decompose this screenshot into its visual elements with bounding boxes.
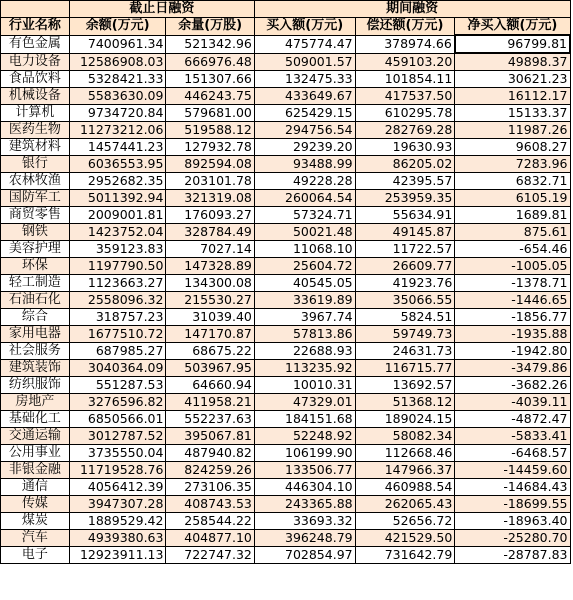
table-body <box>1 1 571 564</box>
net-buy-cell: -25280.70 <box>455 530 570 547</box>
repay-amount-cell: 19630.93 <box>355 139 455 156</box>
industry-name-cell: 食品饮料 <box>1 71 70 88</box>
industry-name-cell: 传媒 <box>1 496 70 513</box>
table-row <box>1 530 571 547</box>
volume-cell: 258544.22 <box>166 513 254 530</box>
net-buy-cell: -1378.71 <box>455 275 570 292</box>
buy-amount-cell: 3967.74 <box>254 309 355 326</box>
net-buy-cell: -1942.80 <box>455 343 570 360</box>
table-row <box>1 88 571 105</box>
volume-cell: 519588.12 <box>166 122 254 139</box>
volume-cell: 824259.26 <box>166 462 254 479</box>
buy-amount-cell: 475774.47 <box>254 35 355 53</box>
industry-name-cell: 国防军工 <box>1 190 70 207</box>
volume-cell: 395067.81 <box>166 428 254 445</box>
column-header-repay: 偿还额(万元) <box>355 18 455 36</box>
table-row <box>1 394 571 411</box>
table-row <box>1 258 571 275</box>
net-buy-cell: -4039.11 <box>455 394 570 411</box>
net-buy-cell: -3479.86 <box>455 360 570 377</box>
net-buy-cell: -1935.88 <box>455 326 570 343</box>
buy-amount-cell: 446304.10 <box>254 479 355 496</box>
balance-cell: 3947307.28 <box>69 496 166 513</box>
table-row <box>1 122 571 139</box>
buy-amount-cell: 47329.01 <box>254 394 355 411</box>
repay-amount-cell: 282769.28 <box>355 122 455 139</box>
balance-cell: 1123663.27 <box>69 275 166 292</box>
table-row <box>1 496 571 513</box>
buy-amount-cell: 49228.28 <box>254 173 355 190</box>
net-buy-cell: 49898.37 <box>455 53 570 71</box>
header-group-period: 期间融资 <box>254 1 570 18</box>
table-row <box>1 292 571 309</box>
volume-cell: 215530.27 <box>166 292 254 309</box>
volume-cell: 487940.82 <box>166 445 254 462</box>
table-row <box>1 71 571 88</box>
balance-cell: 2009001.81 <box>69 207 166 224</box>
net-buy-cell: 6105.19 <box>455 190 570 207</box>
industry-name-cell: 机械设备 <box>1 88 70 105</box>
net-buy-cell: -1856.77 <box>455 309 570 326</box>
table-row <box>1 105 571 122</box>
buy-amount-cell: 93488.99 <box>254 156 355 173</box>
table-row <box>1 241 571 258</box>
table-row <box>1 173 571 190</box>
table-row <box>1 360 571 377</box>
industry-name-cell: 美容护理 <box>1 241 70 258</box>
net-buy-cell: 30621.23 <box>455 71 570 88</box>
table-row <box>1 35 571 53</box>
industry-name-cell: 建筑装饰 <box>1 360 70 377</box>
repay-amount-cell: 24631.73 <box>355 343 455 360</box>
volume-cell: 892594.08 <box>166 156 254 173</box>
net-buy-cell: 16112.17 <box>455 88 570 105</box>
table-row <box>1 462 571 479</box>
net-buy-cell: -18699.55 <box>455 496 570 513</box>
buy-amount-cell: 260064.54 <box>254 190 355 207</box>
balance-cell: 5583630.09 <box>69 88 166 105</box>
repay-amount-cell: 112668.46 <box>355 445 455 462</box>
industry-name-cell: 基础化工 <box>1 411 70 428</box>
balance-cell: 4056412.39 <box>69 479 166 496</box>
industry-name-cell: 农林牧渔 <box>1 173 70 190</box>
repay-amount-cell: 11722.57 <box>355 241 455 258</box>
table-row <box>1 309 571 326</box>
balance-cell: 7400961.34 <box>69 35 166 53</box>
industry-name-cell: 通信 <box>1 479 70 496</box>
buy-amount-cell: 625429.15 <box>254 105 355 122</box>
volume-cell: 579681.00 <box>166 105 254 122</box>
repay-amount-cell: 58082.34 <box>355 428 455 445</box>
repay-amount-cell: 5824.51 <box>355 309 455 326</box>
repay-amount-cell: 417537.50 <box>355 88 455 105</box>
balance-cell: 3012787.52 <box>69 428 166 445</box>
industry-name-cell: 房地产 <box>1 394 70 411</box>
volume-cell: 7027.14 <box>166 241 254 258</box>
buy-amount-cell: 184151.68 <box>254 411 355 428</box>
buy-amount-cell: 243365.88 <box>254 496 355 513</box>
volume-cell: 176093.27 <box>166 207 254 224</box>
table-row <box>1 377 571 394</box>
industry-name-cell: 纺织服饰 <box>1 377 70 394</box>
balance-cell: 1457441.23 <box>69 139 166 156</box>
buy-amount-cell: 40545.05 <box>254 275 355 292</box>
volume-cell: 31039.40 <box>166 309 254 326</box>
volume-cell: 666976.48 <box>166 53 254 71</box>
net-buy-cell: -14684.43 <box>455 479 570 496</box>
net-buy-cell: -3682.26 <box>455 377 570 394</box>
buy-amount-cell: 113235.92 <box>254 360 355 377</box>
repay-amount-cell: 610295.78 <box>355 105 455 122</box>
balance-cell: 9734720.84 <box>69 105 166 122</box>
repay-amount-cell: 189024.15 <box>355 411 455 428</box>
industry-name-cell: 家用电器 <box>1 326 70 343</box>
column-header-industry: 行业名称 <box>1 18 70 36</box>
balance-cell: 6036553.95 <box>69 156 166 173</box>
buy-amount-cell: 50021.48 <box>254 224 355 241</box>
net-buy-cell: 15133.37 <box>455 105 570 122</box>
column-header-net-buy: 净买入额(万元) <box>455 18 570 36</box>
repay-amount-cell: 459103.20 <box>355 53 455 71</box>
table-row <box>1 207 571 224</box>
net-buy-cell: 11987.26 <box>455 122 570 139</box>
industry-name-cell: 计算机 <box>1 105 70 122</box>
balance-cell: 1889529.42 <box>69 513 166 530</box>
balance-cell: 5011392.94 <box>69 190 166 207</box>
buy-amount-cell: 106199.90 <box>254 445 355 462</box>
repay-amount-cell: 86205.02 <box>355 156 455 173</box>
table-row <box>1 275 571 292</box>
repay-amount-cell: 147966.37 <box>355 462 455 479</box>
volume-cell: 722747.32 <box>166 547 254 564</box>
buy-amount-cell: 52248.92 <box>254 428 355 445</box>
table-row <box>1 343 571 360</box>
buy-amount-cell: 57324.71 <box>254 207 355 224</box>
repay-amount-cell: 13692.57 <box>355 377 455 394</box>
repay-amount-cell: 101854.11 <box>355 71 455 88</box>
buy-amount-cell: 509001.57 <box>254 53 355 71</box>
industry-name-cell: 社会服务 <box>1 343 70 360</box>
net-buy-cell: 7283.96 <box>455 156 570 173</box>
balance-cell: 687985.27 <box>69 343 166 360</box>
balance-cell: 2952682.35 <box>69 173 166 190</box>
net-buy-cell: 96799.81 <box>455 35 570 53</box>
net-buy-cell: -6468.57 <box>455 445 570 462</box>
volume-cell: 411958.21 <box>166 394 254 411</box>
volume-cell: 321319.08 <box>166 190 254 207</box>
balance-cell: 12586908.03 <box>69 53 166 71</box>
table-row <box>1 428 571 445</box>
column-header-balance: 余额(万元) <box>69 18 166 36</box>
balance-cell: 1423752.04 <box>69 224 166 241</box>
table-row <box>1 139 571 156</box>
net-buy-cell: -28787.83 <box>455 547 570 564</box>
volume-cell: 552237.63 <box>166 411 254 428</box>
repay-amount-cell: 49145.87 <box>355 224 455 241</box>
balance-cell: 551287.53 <box>69 377 166 394</box>
volume-cell: 134300.08 <box>166 275 254 292</box>
buy-amount-cell: 10010.31 <box>254 377 355 394</box>
table-row <box>1 224 571 241</box>
header-blank-cell <box>1 1 70 18</box>
industry-name-cell: 环保 <box>1 258 70 275</box>
balance-cell: 11719528.76 <box>69 462 166 479</box>
balance-cell: 2558096.32 <box>69 292 166 309</box>
buy-amount-cell: 22688.93 <box>254 343 355 360</box>
net-buy-cell: -654.46 <box>455 241 570 258</box>
balance-cell: 5328421.33 <box>69 71 166 88</box>
industry-name-cell: 商贸零售 <box>1 207 70 224</box>
header-column-row <box>1 18 571 36</box>
table-row <box>1 190 571 207</box>
repay-amount-cell: 253959.35 <box>355 190 455 207</box>
repay-amount-cell: 35066.55 <box>355 292 455 309</box>
table-row <box>1 326 571 343</box>
table-row <box>1 547 571 564</box>
volume-cell: 127932.78 <box>166 139 254 156</box>
repay-amount-cell: 378974.66 <box>355 35 455 53</box>
industry-name-cell: 轻工制造 <box>1 275 70 292</box>
net-buy-cell: -5833.41 <box>455 428 570 445</box>
repay-amount-cell: 59749.73 <box>355 326 455 343</box>
repay-amount-cell: 460988.54 <box>355 479 455 496</box>
industry-name-cell: 公用事业 <box>1 445 70 462</box>
table-row <box>1 53 571 71</box>
buy-amount-cell: 33693.32 <box>254 513 355 530</box>
repay-amount-cell: 42395.57 <box>355 173 455 190</box>
net-buy-cell: 6832.71 <box>455 173 570 190</box>
table-row <box>1 156 571 173</box>
volume-cell: 273106.35 <box>166 479 254 496</box>
buy-amount-cell: 133506.77 <box>254 462 355 479</box>
volume-cell: 408743.53 <box>166 496 254 513</box>
buy-amount-cell: 294756.54 <box>254 122 355 139</box>
buy-amount-cell: 57813.86 <box>254 326 355 343</box>
buy-amount-cell: 132475.33 <box>254 71 355 88</box>
net-buy-cell: -18963.40 <box>455 513 570 530</box>
industry-name-cell: 建筑材料 <box>1 139 70 156</box>
net-buy-cell: 875.61 <box>455 224 570 241</box>
repay-amount-cell: 51368.12 <box>355 394 455 411</box>
column-header-volume: 余量(万股) <box>166 18 254 36</box>
industry-name-cell: 煤炭 <box>1 513 70 530</box>
volume-cell: 328784.49 <box>166 224 254 241</box>
table-row <box>1 513 571 530</box>
balance-cell: 4939380.63 <box>69 530 166 547</box>
buy-amount-cell: 25604.72 <box>254 258 355 275</box>
repay-amount-cell: 421529.50 <box>355 530 455 547</box>
industry-name-cell: 有色金属 <box>1 35 70 53</box>
buy-amount-cell: 702854.97 <box>254 547 355 564</box>
balance-cell: 12923911.13 <box>69 547 166 564</box>
volume-cell: 64660.94 <box>166 377 254 394</box>
net-buy-cell: -4872.47 <box>455 411 570 428</box>
balance-cell: 3040364.09 <box>69 360 166 377</box>
repay-amount-cell: 52656.72 <box>355 513 455 530</box>
table-row <box>1 479 571 496</box>
repay-amount-cell: 262065.43 <box>355 496 455 513</box>
volume-cell: 147170.87 <box>166 326 254 343</box>
volume-cell: 503967.95 <box>166 360 254 377</box>
repay-amount-cell: 26609.77 <box>355 258 455 275</box>
repay-amount-cell: 731642.79 <box>355 547 455 564</box>
industry-name-cell: 石油石化 <box>1 292 70 309</box>
balance-cell: 318757.23 <box>69 309 166 326</box>
volume-cell: 68675.22 <box>166 343 254 360</box>
balance-cell: 3276596.82 <box>69 394 166 411</box>
balance-cell: 359123.83 <box>69 241 166 258</box>
net-buy-cell: -1446.65 <box>455 292 570 309</box>
volume-cell: 147328.89 <box>166 258 254 275</box>
header-group-row <box>1 1 571 18</box>
industry-name-cell: 汽车 <box>1 530 70 547</box>
repay-amount-cell: 41923.76 <box>355 275 455 292</box>
buy-amount-cell: 396248.79 <box>254 530 355 547</box>
industry-name-cell: 交通运输 <box>1 428 70 445</box>
volume-cell: 404877.10 <box>166 530 254 547</box>
balance-cell: 1677510.72 <box>69 326 166 343</box>
industry-name-cell: 电子 <box>1 547 70 564</box>
volume-cell: 446243.75 <box>166 88 254 105</box>
industry-name-cell: 综合 <box>1 309 70 326</box>
volume-cell: 521342.96 <box>166 35 254 53</box>
industry-name-cell: 医药生物 <box>1 122 70 139</box>
repay-amount-cell: 116715.77 <box>355 360 455 377</box>
net-buy-cell: 1689.81 <box>455 207 570 224</box>
industry-name-cell: 银行 <box>1 156 70 173</box>
buy-amount-cell: 29239.20 <box>254 139 355 156</box>
header-group-period-end: 截止日融资 <box>69 1 254 18</box>
balance-cell: 3735550.04 <box>69 445 166 462</box>
repay-amount-cell: 55634.91 <box>355 207 455 224</box>
industry-name-cell: 非银金融 <box>1 462 70 479</box>
volume-cell: 203101.78 <box>166 173 254 190</box>
net-buy-cell: -1005.05 <box>455 258 570 275</box>
net-buy-cell: 9608.27 <box>455 139 570 156</box>
buy-amount-cell: 33619.89 <box>254 292 355 309</box>
buy-amount-cell: 11068.10 <box>254 241 355 258</box>
balance-cell: 1197790.50 <box>69 258 166 275</box>
table-row <box>1 445 571 462</box>
industry-name-cell: 电力设备 <box>1 53 70 71</box>
industry-name-cell: 钢铁 <box>1 224 70 241</box>
balance-cell: 6850566.01 <box>69 411 166 428</box>
column-header-buy: 买入额(万元) <box>254 18 355 36</box>
net-buy-cell: -14459.60 <box>455 462 570 479</box>
buy-amount-cell: 433649.67 <box>254 88 355 105</box>
balance-cell: 11273212.06 <box>69 122 166 139</box>
volume-cell: 151307.66 <box>166 71 254 88</box>
table-row <box>1 411 571 428</box>
